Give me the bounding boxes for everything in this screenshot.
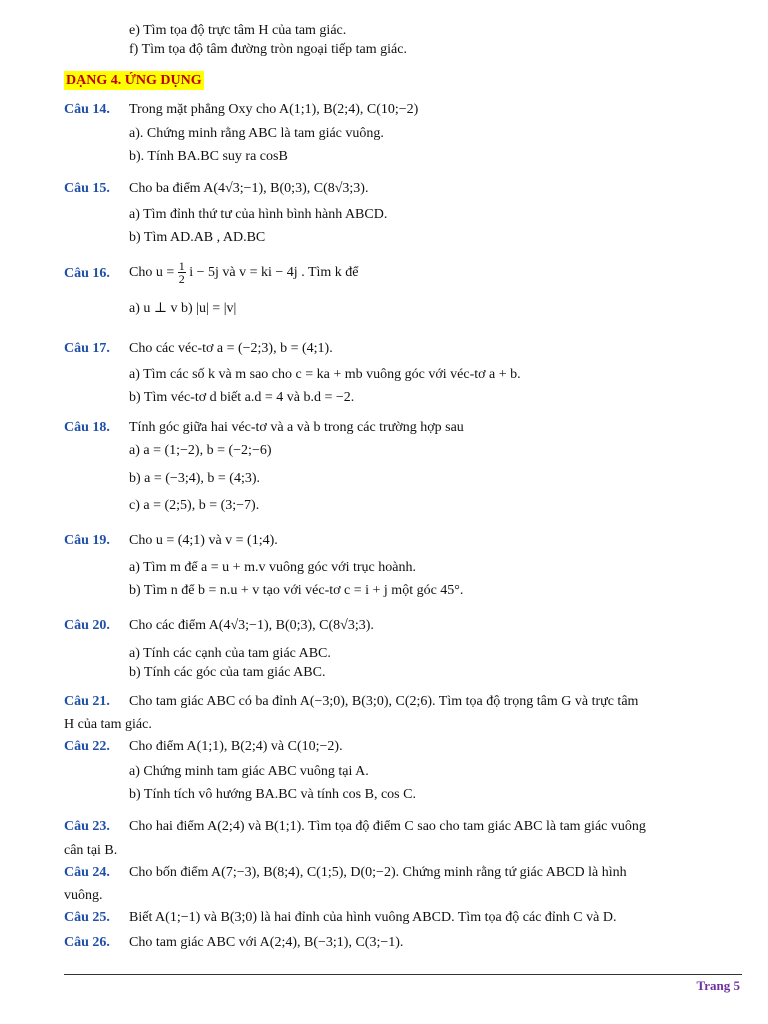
question-continuation: vuông. [64, 888, 103, 903]
question-label: Câu 16. [64, 266, 110, 281]
question-text: Cho bốn điểm A(7;−3), B(8;4), C(1;5), D(0;−2). Chứng minh rằng tứ giác ABCD là hình [129, 865, 627, 880]
question-text: Cho hai điểm A(2;4) và B(1;1). Tìm tọa độ điểm C sao cho tam giác ABC là tam giác vuông [129, 819, 646, 834]
question-label: Câu 24. [64, 865, 110, 880]
question-label: Câu 15. [64, 181, 110, 196]
question-label: Câu 20. [64, 618, 110, 633]
question-text: Tính góc giữa hai véc-tơ và a và b trong các trường hợp sau [129, 420, 464, 435]
question-item: a). Chứng minh rằng ABC là tam giác vuông. [129, 126, 384, 141]
question-text: Cho u = (4;1) và v = (1;4). [129, 533, 278, 548]
question-item: a) Chứng minh tam giác ABC vuông tại A. [129, 764, 369, 779]
question-text: Cho các véc-tơ a = (−2;3), b = (4;1). [129, 341, 333, 356]
question-item: b) Tìm n để b = n.u + v tạo với véc-tơ c = i + j một góc 45°. [129, 583, 464, 598]
question-label: Câu 25. [64, 910, 110, 925]
question-text-post: i − 5j và v = ki − 4j . Tìm k để [185, 265, 359, 280]
question-item: a) Tìm m để a = u + m.v vuông góc với trục hoành. [129, 560, 416, 575]
question-item: b) Tính tích vô hướng BA.BC và tính cos B, cos C. [129, 787, 416, 802]
question-text: Biết A(1;−1) và B(3;0) là hai đỉnh của hình vuông ABCD. Tìm tọa độ các đỉnh C và D. [129, 910, 617, 925]
question-item: a) u ⊥ v b) |u| = |v| [129, 301, 237, 316]
fraction-denominator: 2 [178, 272, 185, 287]
section-heading: DẠNG 4. ỨNG DỤNG [66, 73, 202, 88]
question-item: a) Tính các cạnh của tam giác ABC. [129, 646, 331, 661]
question-continuation: cân tại B. [64, 843, 118, 858]
prev-item-e: e) Tìm tọa độ trực tâm H của tam giác. [129, 23, 347, 38]
question-label: Câu 22. [64, 739, 110, 754]
question-text: Cho điểm A(1;1), B(2;4) và C(10;−2). [129, 739, 343, 754]
question-item: a) a = (1;−2), b = (−2;−6) [129, 443, 272, 458]
question-text [129, 258, 359, 288]
question-label: Câu 18. [64, 420, 110, 435]
prev-item-f: f) Tìm tọa độ tâm đường tròn ngoại tiếp tam giác. [129, 42, 407, 57]
question-item: b) a = (−3;4), b = (4;3). [129, 471, 260, 486]
question-label: Câu 19. [64, 533, 110, 548]
question-item: b) Tìm AD.AB , AD.BC [129, 230, 266, 245]
question-item: b) Tính các góc của tam giác ABC. [129, 665, 326, 680]
question-text: Trong mặt phẳng Oxy cho A(1;1), B(2;4), C(10;−2) [129, 102, 419, 117]
question-text: Cho tam giác ABC có ba đỉnh A(−3;0), B(3;0), C(2;6). Tìm tọa độ trọng tâm G và trực tâm [129, 694, 639, 709]
question-continuation: H của tam giác. [64, 717, 152, 732]
question-item: a) Tìm đỉnh thứ tư của hình bình hành ABCD. [129, 207, 388, 222]
question-item: a) Tìm các số k và m sao cho c = ka + mb vuông góc với véc-tơ a + b. [129, 367, 521, 382]
question-item: b) Tìm véc-tơ d biết a.d = 4 và b.d = −2. [129, 390, 355, 405]
question-item: c) a = (2;5), b = (3;−7). [129, 498, 260, 513]
question-text: Cho các điểm A(4√3;−1), B(0;3), C(8√3;3). [129, 618, 374, 633]
page-number: Trang 5 [696, 978, 740, 993]
fraction-numerator: 1 [178, 259, 185, 274]
question-label: Câu 21. [64, 694, 110, 709]
footer-rule [64, 974, 742, 975]
question-text: Cho tam giác ABC với A(2;4), B(−3;1), C(3;−1). [129, 935, 404, 950]
question-label: Câu 23. [64, 819, 110, 834]
fraction [178, 260, 186, 285]
question-item: b). Tính BA.BC suy ra cosB [129, 149, 288, 164]
question-text-pre: Cho u = [129, 265, 178, 280]
question-label: Câu 14. [64, 102, 110, 117]
question-text: Cho ba điểm A(4√3;−1), B(0;3), C(8√3;3). [129, 181, 369, 196]
question-label: Câu 26. [64, 935, 110, 950]
question-label: Câu 17. [64, 341, 110, 356]
